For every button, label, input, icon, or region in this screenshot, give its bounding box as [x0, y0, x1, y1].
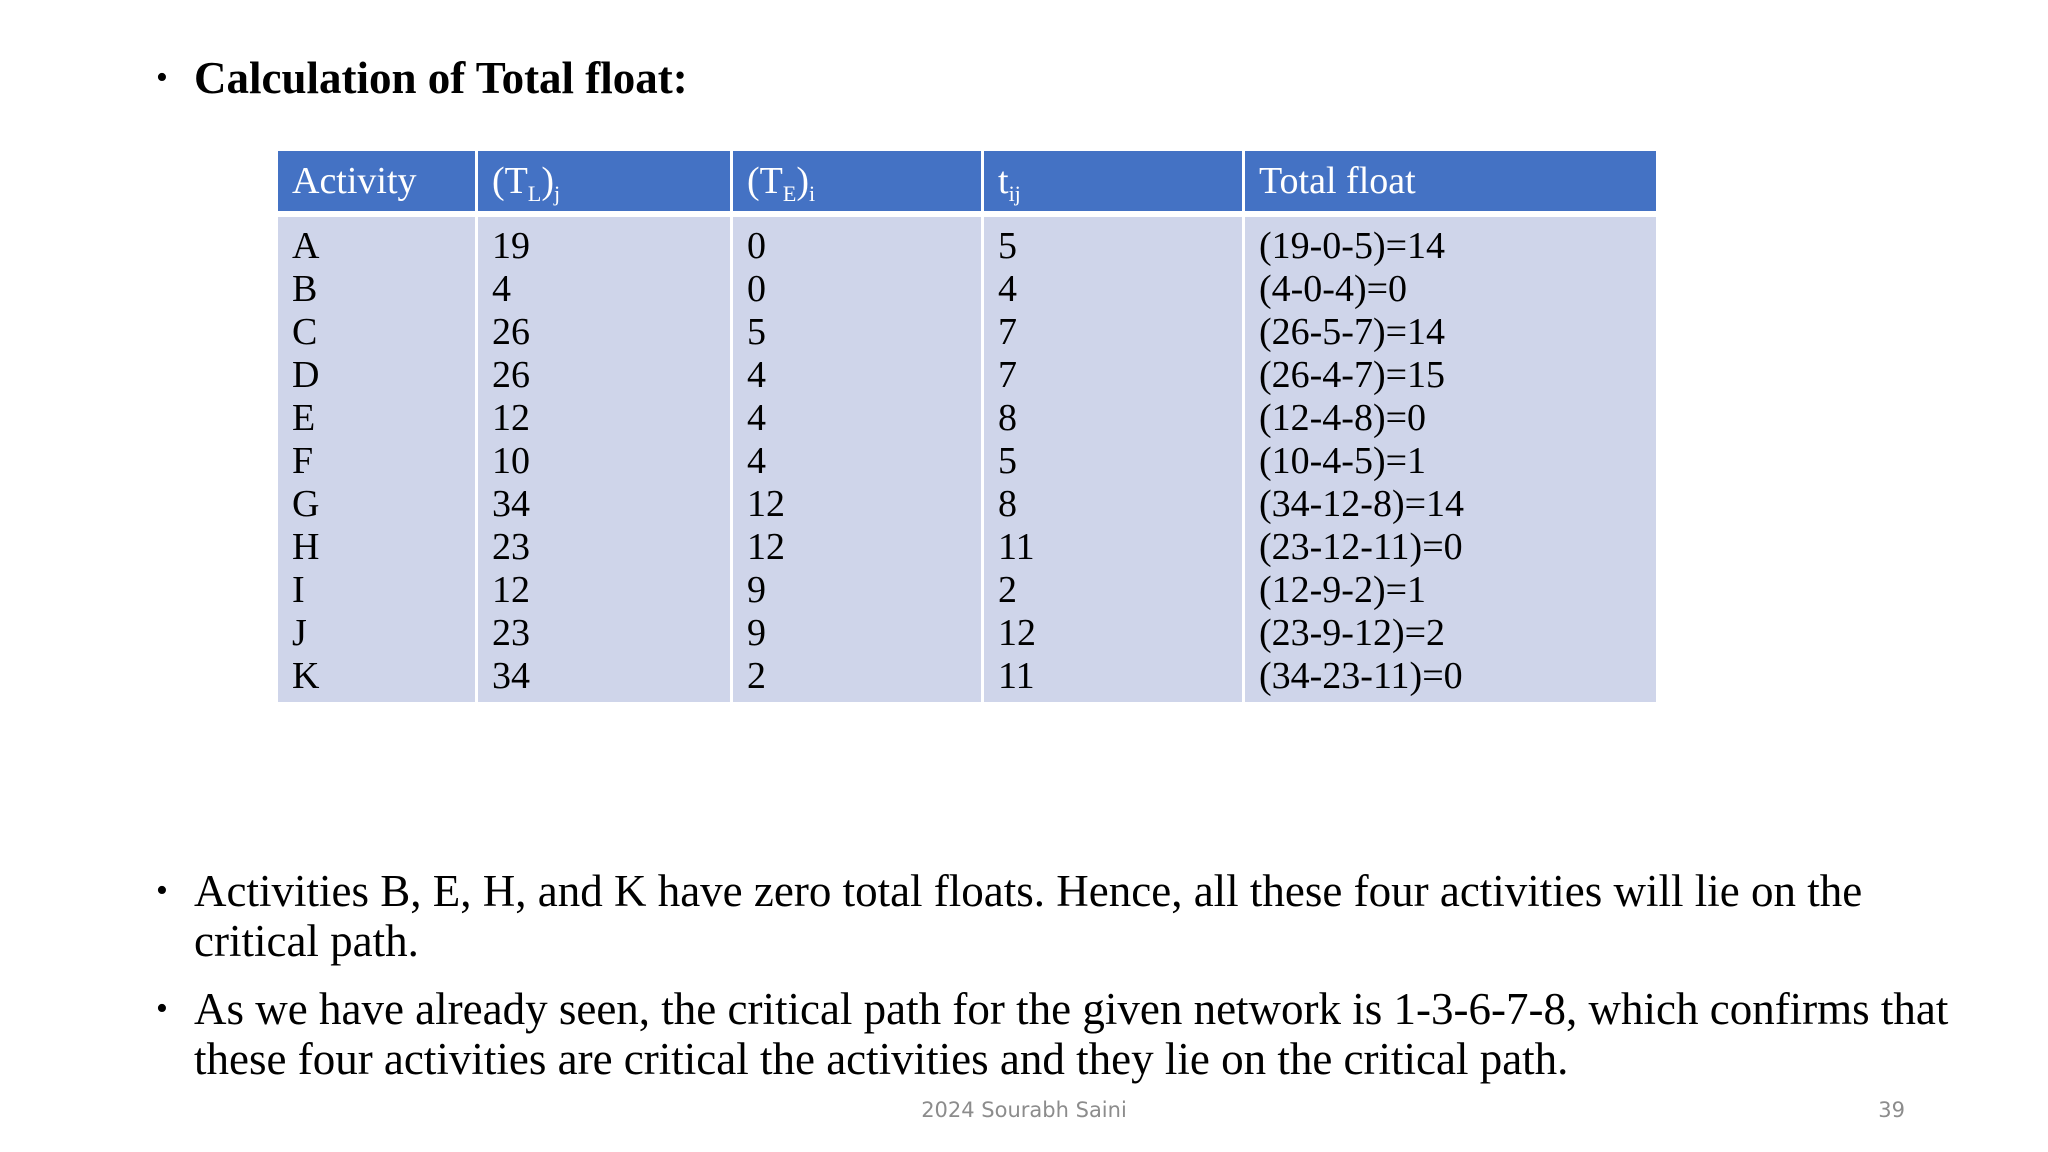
- bullet-text: As we have already seen, the critical path for the given network is 1-3-6-7-8, which confirms that these four activities are critical the activities and they lie on the critical path.: [194, 984, 1949, 1084]
- table-cell: E: [292, 397, 316, 439]
- table-cell: 26: [492, 354, 530, 396]
- bullet-item-critical-path: [156, 984, 1954, 1084]
- page-number: 39: [1878, 1098, 1905, 1122]
- table-cell: 9: [747, 612, 766, 654]
- table-cell: 12: [747, 483, 785, 525]
- table-cell: F: [292, 440, 314, 482]
- table-cell: K: [292, 655, 320, 697]
- table-cell: B: [292, 268, 318, 310]
- table-cell: D: [292, 354, 320, 396]
- table-cell: 12: [998, 612, 1036, 654]
- header-earliest-time: $(T_E)_i$: [732, 151, 983, 214]
- table-cell: H: [292, 526, 320, 568]
- column-activity: [278, 214, 477, 702]
- table-cell: 0: [747, 225, 766, 267]
- table-cell: 8: [998, 397, 1017, 439]
- header-duration: $t_{ij}$: [983, 151, 1244, 214]
- table-cell: J: [292, 612, 307, 654]
- table-cell: (23-12-11)=0: [1259, 526, 1463, 568]
- column-total-float: [1244, 214, 1657, 702]
- table-cell: 7: [998, 311, 1017, 353]
- table-cell: (23-9-12)=2: [1259, 612, 1446, 654]
- bullet-item-zero-float: [156, 866, 1954, 966]
- table-cell: I: [292, 569, 305, 611]
- table-cell: 23: [492, 612, 530, 654]
- table-cell: 0: [747, 268, 766, 310]
- table-cell: 12: [492, 397, 530, 439]
- column-duration: [983, 214, 1244, 702]
- bullet-icon: •: [156, 59, 168, 96]
- table-cell: 19: [492, 225, 530, 267]
- table-cell: 5: [747, 311, 766, 353]
- header-latest-time: $(T_L)_j$: [477, 151, 732, 214]
- table-cell: (34-12-8)=14: [1259, 483, 1465, 525]
- table-cell: (4-0-4)=0: [1259, 268, 1408, 310]
- total-float-table: [278, 151, 1656, 702]
- table-cell: (26-4-7)=15: [1259, 354, 1446, 396]
- table-cell: (10-4-5)=1: [1259, 440, 1427, 482]
- table-cell: 10: [492, 440, 530, 482]
- table-cell: 11: [998, 526, 1035, 568]
- footer-author: 2024 Sourabh Saini: [921, 1098, 1127, 1122]
- table-cell: 4: [747, 397, 766, 439]
- table-cell: 8: [998, 483, 1017, 525]
- table-cell: 23: [492, 526, 530, 568]
- table-cell: 5: [998, 225, 1017, 267]
- table-body-row: [278, 214, 1656, 702]
- table-cell: 4: [747, 440, 766, 482]
- table-cell: 9: [747, 569, 766, 611]
- table-cell: 4: [747, 354, 766, 396]
- table-cell: 2: [747, 655, 766, 697]
- table-cell: G: [292, 483, 320, 525]
- header-total-float: Total float: [1244, 151, 1657, 214]
- bullet-text: Activities B, E, H, and K have zero total floats. Hence, all these four activities will lie on the critical path.: [194, 866, 1863, 966]
- slide-heading: Calculation of Total float:: [194, 53, 688, 103]
- table-cell: (26-5-7)=14: [1259, 311, 1446, 353]
- bullet-icon: •: [156, 990, 168, 1027]
- table-cell: 7: [998, 354, 1017, 396]
- table-cell: A: [292, 225, 320, 267]
- table-cell: (34-23-11)=0: [1259, 655, 1463, 697]
- table-cell: 4: [492, 268, 511, 310]
- column-latest-time: [477, 214, 732, 702]
- table-cell: 5: [998, 440, 1017, 482]
- table-cell: 11: [998, 655, 1035, 697]
- table-cell: C: [292, 311, 318, 353]
- table-cell: 34: [492, 655, 530, 697]
- table-header-row: [278, 151, 1656, 214]
- table-cell: 34: [492, 483, 530, 525]
- table-cell: 4: [998, 268, 1017, 310]
- heading-row: [156, 53, 688, 103]
- column-earliest-time: [732, 214, 983, 702]
- table-cell: 26: [492, 311, 530, 353]
- table-cell: (12-4-8)=0: [1259, 397, 1427, 439]
- table-cell: (12-9-2)=1: [1259, 569, 1427, 611]
- table-cell: (19-0-5)=14: [1259, 225, 1446, 267]
- bullet-icon: •: [156, 872, 168, 909]
- table-cell: 2: [998, 569, 1017, 611]
- table-cell: 12: [747, 526, 785, 568]
- header-activity: Activity: [278, 151, 477, 214]
- table-cell: 12: [492, 569, 530, 611]
